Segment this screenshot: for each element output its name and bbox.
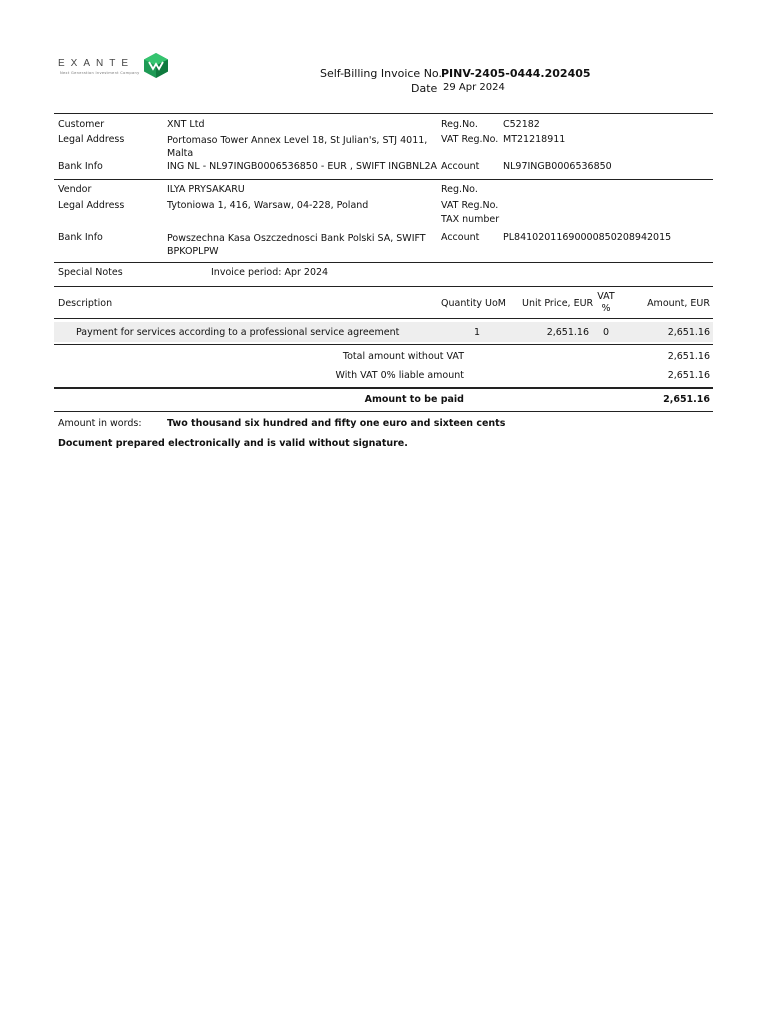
customer-account: NL97INGB0006536850 bbox=[503, 161, 612, 172]
amount-in-words: Two thousand six hundred and fifty one euro and sixteen cents bbox=[167, 418, 506, 429]
document-validity-note: Document prepared electronically and is valid without signature. bbox=[58, 438, 408, 449]
customer-account-label: Account bbox=[441, 161, 480, 172]
vendor-label: Vendor bbox=[58, 184, 92, 195]
amount-in-words-label: Amount in words: bbox=[58, 418, 142, 429]
vendor-name: ILYA PRYSAKARU bbox=[167, 184, 245, 195]
row-quantity: 1 bbox=[474, 327, 481, 338]
col-header-amount: Amount, EUR bbox=[647, 298, 710, 309]
total-without-vat: 2,651.16 bbox=[667, 351, 710, 362]
special-notes-label: Special Notes bbox=[58, 267, 123, 278]
vendor-account: PL84102011690000850208942015 bbox=[503, 232, 672, 243]
vendor-vat-label: VAT Reg.No. bbox=[441, 200, 499, 211]
vat-liable-amount: 2,651.16 bbox=[667, 370, 710, 381]
vendor-address-label: Legal Address bbox=[58, 200, 125, 211]
total-without-vat-label: Total amount without VAT bbox=[342, 351, 464, 362]
customer-name: XNT Ltd bbox=[167, 119, 205, 130]
row-description: Payment for services according to a professional service agreement bbox=[76, 327, 400, 338]
vendor-bank-label: Bank Info bbox=[58, 232, 103, 243]
col-header-quantity: Quantity bbox=[441, 298, 483, 309]
col-header-unit-price: Unit Price, EUR bbox=[522, 298, 594, 309]
customer-vat-label: VAT Reg.No. bbox=[441, 134, 499, 145]
row-amount: 2,651.16 bbox=[667, 327, 710, 338]
amount-to-pay-label: Amount to be paid bbox=[364, 394, 464, 405]
date-label: Date bbox=[411, 82, 438, 95]
divider bbox=[54, 411, 713, 412]
divider bbox=[54, 318, 713, 319]
company-logo-text: EXANTE bbox=[58, 58, 135, 69]
amount-to-pay: 2,651.16 bbox=[663, 394, 710, 405]
invoice-date: 29 Apr 2024 bbox=[443, 82, 505, 93]
divider bbox=[54, 179, 713, 180]
vendor-bank-info: Powszechna Kasa Oszczednosci Bank Polski SA, SWIFT BPKOPLPW bbox=[167, 233, 426, 257]
vendor-tax-label: TAX number bbox=[441, 214, 500, 225]
exante-emblem-icon bbox=[144, 53, 168, 78]
row-unit-price: 2,651.16 bbox=[546, 327, 589, 338]
col-header-vat: VAT % bbox=[597, 291, 615, 314]
vendor-address: Tytoniowa 1, 416, Warsaw, 04-228, Poland bbox=[167, 200, 369, 211]
customer-bank-label: Bank Info bbox=[58, 161, 103, 172]
divider bbox=[54, 262, 713, 263]
divider bbox=[54, 344, 713, 345]
divider bbox=[54, 387, 713, 389]
customer-bank-info: ING NL - NL97INGB0006536850 - EUR , SWIFT INGBNL2A bbox=[167, 161, 438, 172]
divider bbox=[54, 286, 713, 287]
customer-label: Customer bbox=[58, 119, 105, 130]
col-header-uom: UoM bbox=[485, 298, 506, 309]
vat-liable-label: With VAT 0% liable amount bbox=[335, 370, 464, 381]
row-vat: 0 bbox=[603, 327, 610, 338]
invoice-title-label: Self-Billing Invoice No. bbox=[320, 67, 442, 80]
customer-reg-label: Reg.No. bbox=[441, 119, 478, 130]
customer-address: Portomaso Tower Annex Level 18, St Julian's, STJ 4011, Malta bbox=[167, 135, 428, 159]
special-notes-value: Invoice period: Apr 2024 bbox=[211, 267, 329, 278]
invoice-number: PINV-2405-0444.202405 bbox=[441, 67, 591, 80]
customer-address-label: Legal Address bbox=[58, 134, 125, 145]
customer-vat-no: MT21218911 bbox=[503, 134, 566, 145]
divider bbox=[54, 113, 713, 114]
vendor-account-label: Account bbox=[441, 232, 480, 243]
col-header-description: Description bbox=[58, 298, 113, 309]
vendor-reg-label: Reg.No. bbox=[441, 184, 478, 195]
company-logo-tagline: Next Generation Investment Company bbox=[60, 71, 140, 75]
customer-reg-no: C52182 bbox=[503, 119, 540, 130]
